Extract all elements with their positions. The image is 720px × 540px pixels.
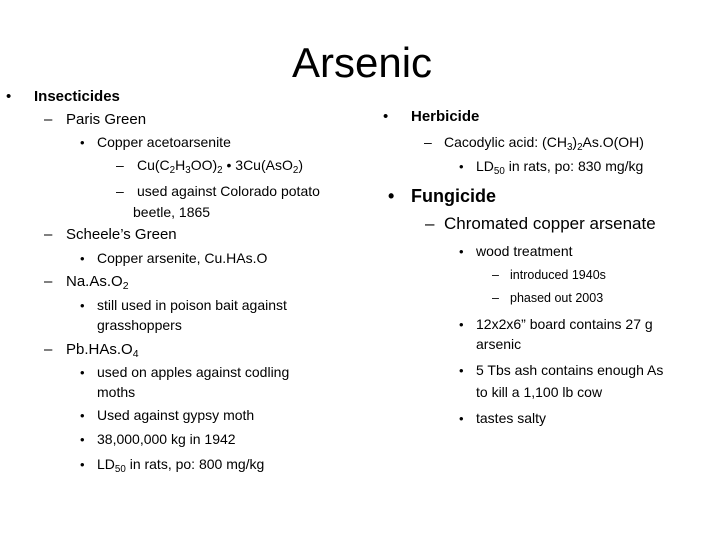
bullet-marker: • [459, 363, 464, 378]
ash-text: 5 Tbs ash contains enough As [476, 362, 664, 378]
slide-title: Arsenic [292, 39, 433, 86]
production-1942-text: 38,000,000 kg in 1942 [97, 431, 236, 447]
introduced-text: introduced 1940s [510, 268, 606, 282]
paris-green-usage-cont: beetle, 1865 [133, 204, 211, 220]
copper-acetoarsenite: Copper acetoarsenite [97, 134, 231, 150]
bullet-marker: • [459, 317, 464, 332]
herbicide-heading: Herbicide [411, 108, 480, 125]
chromated-copper-arsenate: Chromated copper arsenate [444, 214, 656, 233]
board-text-cont: arsenic [476, 336, 522, 352]
board-text: 12x2x6” board contains 27 g [476, 316, 653, 332]
dash-marker: – [424, 134, 432, 150]
ld50-left-text: $LD_{50}$ in rats, po: 800 mg/kg [97, 456, 265, 475]
dash-marker: – [44, 111, 53, 128]
bullet-marker: • [80, 135, 85, 150]
bullet-marker: • [80, 408, 85, 423]
paris-green-formula: $Cu(C_2H_3OO)_2$ • 3Cu(AsO$_2$) [137, 157, 303, 176]
bullet-marker: • [80, 457, 85, 472]
poison-bait-text: still used in poison bait against [97, 297, 287, 313]
gypsy-moth-text: Used against gypsy moth [97, 407, 255, 423]
bullet-marker: • [383, 108, 389, 125]
dash-marker: – [44, 341, 53, 358]
bullet-marker: • [80, 251, 85, 266]
dash-marker: – [116, 157, 124, 173]
bullet-marker: • [459, 244, 464, 259]
dash-marker: – [425, 214, 435, 233]
scheeles-green-label: Scheele’s Green [66, 226, 177, 243]
cacodylic-acid-text: Cacodylic acid: $(CH_3)_2As.O(OH)$ [444, 134, 644, 153]
codling-moths-text: used on apples against codling [97, 364, 290, 380]
ash-text-cont: to kill a 1,100 lb cow [476, 384, 603, 400]
dash-marker: – [116, 183, 124, 199]
bullet-marker: • [388, 186, 395, 206]
bullet-marker: • [459, 411, 464, 426]
bullet-marker: • [459, 159, 464, 174]
copper-arsenite: Copper arsenite, Cu.HAs.O [97, 250, 268, 266]
ld50-right-text: $LD_{50}$ in rats, po: 830 mg/kg [476, 158, 644, 177]
naaso2-label: $Na.As.O_2$ [66, 273, 129, 293]
codling-moths-text-cont: moths [97, 384, 136, 400]
dash-marker: – [44, 226, 53, 243]
bullet-marker: • [80, 432, 85, 447]
bullet-marker: • [6, 88, 12, 105]
pbhaso4-label: $Pb.HAs.O_4$ [66, 341, 139, 361]
bullet-marker: • [80, 298, 85, 313]
wood-treatment-text: wood treatment [476, 243, 573, 259]
poison-bait-text-cont: grasshoppers [97, 317, 182, 333]
insecticides-heading: Insecticides [34, 88, 120, 105]
paris-green-usage: used against Colorado potato [137, 183, 320, 199]
dash-marker: – [492, 291, 499, 305]
dash-marker: – [44, 273, 53, 290]
dash-marker: – [492, 268, 499, 282]
paris-green-label: Paris Green [66, 111, 147, 128]
fungicide-heading: Fungicide [411, 186, 496, 206]
bullet-marker: • [80, 365, 85, 380]
tastes-salty-text: tastes salty [476, 410, 547, 426]
phased-out-text: phased out 2003 [510, 291, 604, 305]
